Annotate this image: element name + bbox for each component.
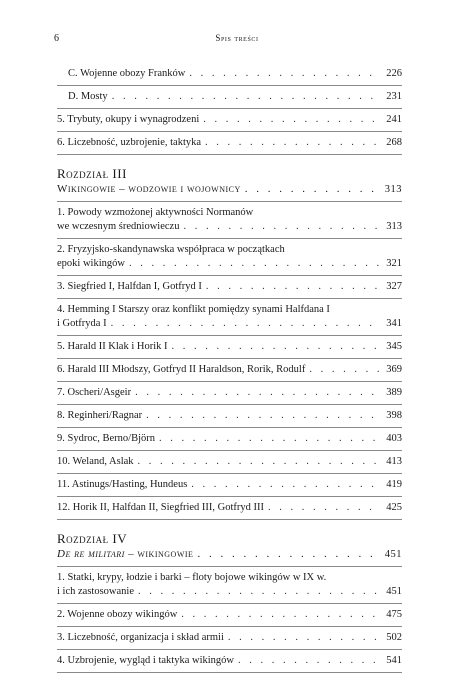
- toc-entry[interactable]: [57, 299, 402, 336]
- entry-last-line: [57, 113, 402, 127]
- entry-last-line: [57, 363, 402, 377]
- dot-leader: [197, 547, 380, 561]
- toc-entry[interactable]: [57, 451, 402, 474]
- entry-page-number: 451: [386, 586, 402, 597]
- entry-title: 11. Astinugs/Hasting, Hundeus: [57, 479, 188, 490]
- dot-leader: [206, 280, 380, 294]
- entry-page-number: 502: [386, 632, 402, 643]
- entry-page-number: 425: [386, 502, 402, 513]
- entry-page-number: 398: [386, 410, 402, 421]
- toc-entry[interactable]: [57, 109, 402, 132]
- dot-leader: [191, 478, 380, 492]
- chapter-title-text: [57, 547, 193, 561]
- entry-title-line: 1. Statki, krypy, łodzie i barki – floty bojowe wikingów w IX w.: [57, 572, 327, 583]
- entry-title: 12. Horik II, Halfdan II, Siegfried III, Gotfryd III: [57, 502, 265, 513]
- entry-title: 5. Harald II Klak i Horik I: [57, 341, 168, 352]
- entry-last-line: [57, 631, 402, 645]
- entry-page-number: 321: [386, 258, 402, 269]
- chapter-title[interactable]: [57, 181, 402, 202]
- chapter-page-number: 313: [384, 184, 402, 195]
- entry-page-number: 327: [386, 281, 402, 292]
- entry-title: we wczesnym średniowieczu: [57, 221, 180, 232]
- entry-last-line: [57, 340, 402, 354]
- entry-last-line: [57, 317, 402, 331]
- entry-last-line: [57, 220, 402, 234]
- entry-title: 6. Liczebność, uzbrojenie, taktyka: [57, 137, 202, 148]
- entry-title: i Gotfryda I: [57, 318, 107, 329]
- entry-title: epoki wikingów: [57, 258, 125, 269]
- entry-page-number: 313: [386, 221, 402, 232]
- toc-entry[interactable]: [57, 405, 402, 428]
- dot-leader: [189, 67, 380, 81]
- dot-leader: [111, 317, 380, 331]
- entry-title: 3. Siegfried I, Halfdan I, Gotfryd I: [57, 281, 202, 292]
- entry-title: 2. Wojenne obozy wikingów: [57, 609, 178, 620]
- chapter-title-text: [57, 182, 241, 196]
- dot-leader: [309, 363, 380, 377]
- dot-leader: [146, 409, 380, 423]
- dot-leader: [138, 585, 380, 599]
- entry-last-line: [57, 432, 402, 446]
- toc-entry[interactable]: [57, 428, 402, 451]
- entry-title: i ich zastosowanie: [57, 586, 134, 597]
- entry-title-line: 2. Fryzyjsko-skandynawska współpraca w początkach: [57, 244, 285, 255]
- entry-page-number: 389: [386, 387, 402, 398]
- entry-title: C. Wojenne obozy Franków: [68, 68, 186, 79]
- dot-leader: [238, 654, 380, 668]
- page-number: 6: [54, 33, 59, 44]
- running-head: Spis treści: [215, 33, 259, 43]
- toc-entry[interactable]: [57, 239, 402, 276]
- dot-leader: [112, 90, 380, 104]
- toc-entry[interactable]: [57, 627, 402, 650]
- chapter-heading: Rozdział III: [57, 166, 127, 181]
- dot-leader: [129, 257, 380, 271]
- toc-entry[interactable]: [57, 382, 402, 405]
- chapter-title-rest: Wikingowie – wodzowie i wojownicy: [57, 183, 241, 195]
- entry-page-number: 475: [386, 609, 402, 620]
- toc-entry[interactable]: [57, 567, 402, 604]
- entry-last-line: [57, 501, 402, 515]
- entry-title: 10. Weland, Aslak: [57, 456, 134, 467]
- entry-last-line: [57, 386, 402, 400]
- entry-title: 8. Reginheri/Ragnar: [57, 410, 143, 421]
- toc-entry[interactable]: [57, 604, 402, 627]
- entry-title: 4. Uzbrojenie, wygląd i taktyka wikingów: [57, 655, 235, 666]
- toc-entry[interactable]: [57, 132, 402, 155]
- dot-leader: [159, 432, 380, 446]
- entry-page-number: 268: [386, 137, 402, 148]
- entry-title: 7. Oscheri/Asgeir: [57, 387, 132, 398]
- toc-entry[interactable]: [57, 359, 402, 382]
- entry-title-line: 4. Hemming I Starszy oraz konflikt pomiędzy synami Halfdana I: [57, 304, 330, 315]
- dot-leader: [181, 608, 380, 622]
- dot-leader: [172, 340, 380, 354]
- toc-entry[interactable]: [57, 650, 402, 673]
- entry-title: 5. Trybuty, okupy i wynagrodzeni: [57, 114, 200, 125]
- dot-leader: [228, 631, 380, 645]
- entry-page-number: 541: [386, 655, 402, 666]
- entry-last-line: [68, 67, 402, 81]
- entry-last-line: [57, 136, 402, 150]
- entry-last-line: [57, 280, 402, 294]
- entry-page-number: 419: [386, 479, 402, 490]
- entry-title: D. Mosty: [68, 91, 108, 102]
- toc-entry[interactable]: [57, 276, 402, 299]
- entry-last-line: [57, 455, 402, 469]
- entry-title: 3. Liczebność, organizacja i skład armii: [57, 632, 224, 643]
- entry-page-number: 345: [386, 341, 402, 352]
- toc-entry[interactable]: [57, 497, 402, 520]
- entry-page-number: 341: [386, 318, 402, 329]
- toc-entry[interactable]: [57, 474, 402, 497]
- entry-last-line: [57, 409, 402, 423]
- entry-title: 9. Sydroc, Berno/Björn: [57, 433, 155, 444]
- toc-entry[interactable]: [57, 63, 402, 86]
- entry-page-number: 369: [386, 364, 402, 375]
- dot-leader: [205, 136, 380, 150]
- entry-last-line: [57, 608, 402, 622]
- dot-leader: [203, 113, 380, 127]
- dot-leader: [135, 386, 380, 400]
- entry-title-line: 1. Powody wzmożonej aktywności Normanów: [57, 207, 254, 218]
- chapter-heading: Rozdział IV: [57, 531, 128, 546]
- entry-page-number: 413: [386, 456, 402, 467]
- entry-page-number: 231: [386, 91, 402, 102]
- entry-title: 6. Harald III Młodszy, Gotfryd II Haraldson, Rorik, Rodulf: [57, 364, 306, 375]
- dot-leader: [245, 182, 380, 196]
- chapter-title-rest: – wikingowie: [124, 548, 194, 560]
- toc-entry[interactable]: [57, 336, 402, 359]
- entry-last-line: [57, 478, 402, 492]
- toc-entry[interactable]: [57, 86, 402, 109]
- toc-entry[interactable]: [57, 202, 402, 239]
- entry-page-number: 241: [386, 114, 402, 125]
- chapter-page-number: 451: [384, 549, 402, 560]
- entry-last-line: [57, 257, 402, 271]
- entry-last-line: [57, 585, 402, 599]
- entry-last-line: [57, 654, 402, 668]
- dot-leader: [183, 220, 380, 234]
- chapter-title[interactable]: [57, 546, 402, 567]
- entry-page-number: 403: [386, 433, 402, 444]
- table-of-contents: [57, 63, 402, 673]
- dot-leader: [138, 455, 380, 469]
- entry-last-line: [68, 90, 402, 104]
- chapter-title-italic: De re militari: [57, 548, 125, 560]
- dot-leader: [268, 501, 380, 515]
- entry-page-number: 226: [386, 68, 402, 79]
